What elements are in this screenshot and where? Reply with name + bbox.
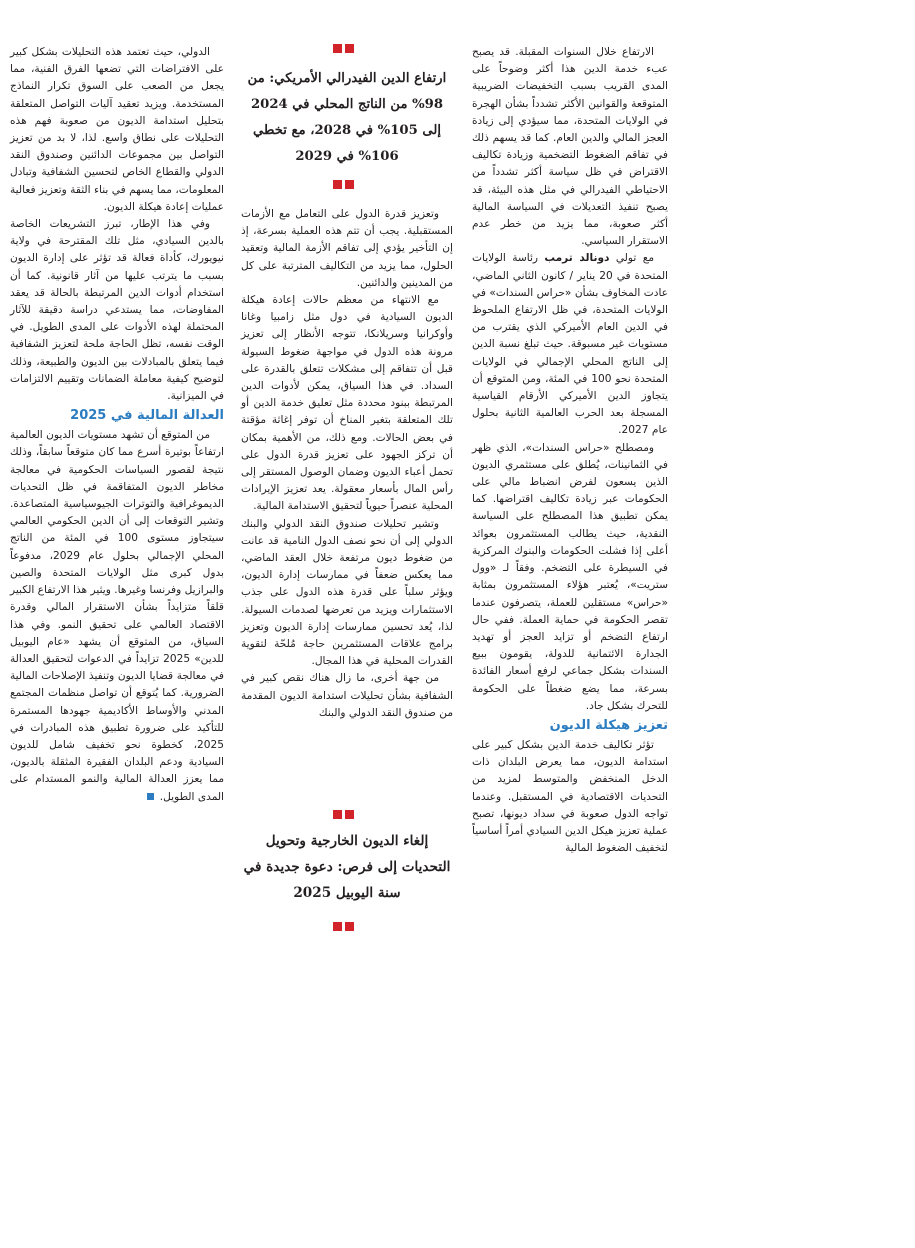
article-column-left: [10, 44, 224, 806]
end-of-article-mark: [147, 793, 154, 800]
paragraph: وفي هذا الإطار، تبرز التشريعات الخاصة بالدين السيادي، مثل تلك المقترحة في ولاية نيويورك، كأداة فعالة قد تؤثر على إدارة الديون بسبب ما يترتب عليها من آثار قانونية. كما أن استخدام أدوات الدين المرتبطة بالحالة قد يعقد المفاوضات، مما يستدعي دراسة دقيقة للآثار المحتملة لهذه الأدوات على المدى الطويل. في الوقت نفسه، تظل الحاجة ملحة لتعزيز الشفافية فيما يتعلق بالمبادلات بين الديون والطبيعة، وذلك لتوضيح كيفية معاملة الضمانات وتقييم الالتزامات في الميزانية.: [10, 218, 224, 403]
section-subheading: العدالة المالية في 2025: [70, 408, 224, 424]
article-column-middle: [241, 206, 453, 722]
article-column-right: [472, 44, 668, 857]
pull-quote-text: ارتفاع الدين الفيدرالي الأمريكي: من 98% من الناتج المحلي في 2024 إلى 105% في 2028، مع تخطي 106% في 2029: [247, 71, 447, 164]
paragraph: الدولي، حيث تعتمد هذه التحليلات بشكل كبير على الافتراضات التي تضعها الفرق الفنية، مما يجعل من الصعب على السوق تكرار النماذج المستخدمة. ويزيد تعقيد آليات التواصل المتعلقة بتحليل استدامة الديون من صعوبة فهم هذه التحليلات على نطاق واسع. لذا، لا بد من تعزيز التواصل بين مجموعات الدائنين وصندوق النقد الدولي والقطاع الخاص لتحسين الشفافية وتبادل المعلومات، مما يسهم في بناء الثقة وتعزيز فعالية عمليات إعادة هيكلة الديون.: [10, 46, 224, 213]
person-name: دونالد ترمب: [544, 252, 610, 265]
pull-quote: [241, 828, 453, 906]
red-square-ornament: [333, 922, 354, 931]
paragraph: وتشير تحليلات صندوق النقد الدولي والبنك الدولي إلى أن نحو نصف الدول النامية قد عانت من ضغوط ديون مرتفعة خلال العقد الماضي، مما يعكس ضعفاً في ممارسات إدارة الديون، ويؤثر سلباً على قدرة هذه الدول على جذب الاستثمارات ويزيد من تعرضها لصدمات السيولة. لذا، يُعد تحسين ممارسات إدارة الديون وتعزيز برامج علاقات المستثمرين حاجة مُلحّة لتقوية القدرات المحلية في هذا المجال.: [241, 517, 453, 668]
pull-quote-text: إلغاء الديون الخارجية وتحويل التحديات إلى فرص: دعوة جديدة في سنة اليوبيل 2025: [243, 833, 451, 901]
text-span: من المتوقع أن تشهد مستويات الديون العالمية ارتفاعاً بوتيرة أسرع مما كان متوقعاً سابقاً، وذلك نتيجة لقصور السياسات الحكومية في معالجة مخاطر الديون المتفاقمة في ظل التحديات الديموغرافية والتوترات الجيوسياسية المتصاعدة. وتشير التوقعات إلى أن الدين الحكومي العالمي سيتجاوز مستوى 100 في المئة من الناتج المحلي الإجمالي بحلول عام 2029، مدفوعاً بدول كبرى مثل الولايات المتحدة والصين والبرازيل وفرنسا وغيرها. ويثير هذا الارتفاع الكبير قلقاً متزايداً بشأن الاستقرار المالي وقدرة الاقتصاد العالمي على تحقيق النمو. وفي هذا السياق، من المتوقع أن يشهد «عام اليوبيل للدين» 2025 تزايداً في الدعوات لتحقيق العدالة في معالجة قضايا الديون وتنفيذ الإصلاحات المالية الضرورية. كما يُتوقع أن تواصل منظمات المجتمع المدني والأوساط الأكاديمية جهودها المستمرة للتأكيد على ضرورة تطبيق هذه المبادرات في 2025، كخطوة نحو تخفيف شامل للديون السيادية ودعم البلدان الفقيرة المثقلة بالديون، مما يعزز العدالة المالية والنمو المستدام على المدى الطويل.: [10, 429, 224, 803]
text-span: رئاسة الولايات المتحدة في 20 يناير / كانون الثاني الماضي، عادت المخاوف بشأن «حراس السندات» في الولايات المتحدة، في ظل الارتفاع الملحوظ في الدين العام الأميركي الذي يقترب من مستويات غير مسبوقة. حيث تبلغ نسبة الدين إلى الناتج المحلي الإجمالي في الولايات المتحدة نحو 100 في المئة، ومن المتوقع أن يتجاوز الدين الأميركي الأرقام القياسية المسجلة بعد الحرب العالمية الثانية بحلول عام 2027.: [472, 252, 669, 437]
paragraph: [10, 427, 224, 805]
red-square-ornament: [333, 180, 354, 189]
paragraph: مع الانتهاء من معظم حالات إعادة هيكلة الديون السيادية في دول مثل زامبيا وغانا وأوكرانيا وسريلانكا، تتوجه الأنظار إلى تعزيز مرونة هذه الدول في مواجهة ضغوط السيولة قبل أن تتفاقم إلى مشكلات تتعلق بالقدرة على السداد. في هذا السياق، يمكن لأدوات الدين المرتبطة ببنود محددة مثل تعليق خدمة الدين أو تلك المتعلقة بتغير المناخ أن توفر إغاثة مؤقتة في بعض الحالات. ومع ذلك، من الأهمية بمكان أن تركز الجهود على تعزيز قدرة الدول على تحمل أعباء الديون وضمان الوصول المستقر إلى رأس المال بأسعار معقولة. يعد تعزيز الإيرادات المحلية عنصراً حيوياً لتحقيق الاستدامة المالية.: [241, 294, 453, 513]
paragraph: من جهة أخرى، ما زال هناك نقص كبير في الشفافية بشأن تحليلات استدامة الديون المقدمة من صندوق النقد الدولي والبنك: [241, 672, 453, 719]
paragraph: تؤثر تكاليف خدمة الدين بشكل كبير على استدامة الديون، مما يعرض البلدان ذات الدخل المنخفض والمتوسط لمزيد من التحديات الاقتصادية في المستقبل. وعندما تواجه الدول صعوبة في سداد ديونها، تصبح عملية تعزيز هيكل الدين السيادي أمراً أساسياً لتخفيف الضغوط المالية: [472, 738, 668, 855]
paragraph: وتعزيز قدرة الدول على التعامل مع الأزمات المستقبلية. يجب أن تتم هذه العملية بسرعة، إذ إن التأخير يؤدي إلى تفاقم الأزمة المالية وتعقيد الحلول، مما يزيد من التكاليف المترتبة على كل من المدينين والدائنين.: [241, 208, 453, 289]
pull-quote: [241, 66, 453, 170]
text-span: مع تولي: [609, 252, 655, 265]
paragraph: ومصطلح «حراس السندات»، الذي ظهر في الثمانينات، يُطلق على مستثمري الديون الذين يسعون لفرض انضباط مالي على الحكومات عبر زيادة تكاليف اقتراضها. كما يمكن تطبيق هذا المصطلح على السياسة النقدية، حيث يطالب المستثمرون بعوائد أعلى إذا فشلت الحكومات والبنوك المركزية في السيطرة على التضخم. وفقاً لـ «وول ستريت»، يُعتبر هؤلاء المستثمرون بمثابة «حراس» مستقلين للعملة، يتصرفون عندما تقصر الحكومة في حماية العملة. ففي حال ارتفاع التضخم أو تزايد العجز أو تهديد الجدارة الائتمانية للدولة، يقومون ببيع السندات بشكل جماعي لرفع أسعار الفائدة بسرعة، مما يضع ضغطاً على الحكومة للتحرك بشكل جاد.: [472, 441, 668, 712]
red-square-ornament: [333, 810, 354, 819]
section-subheading: تعزيز هيكلة الديون: [549, 717, 668, 733]
paragraph: الارتفاع خلال السنوات المقبلة. قد يصبح عبء خدمة الدين هذا أكثر وضوحاً على المدى القريب بسبب التخفيضات الضريبية المتوقعة والقوانين الأكثر تشدداً بشأن الهجرة في الولايات المتحدة، مما سيؤدي إلى زيادة العجز المالي والدين العام. كما قد يسهم ذلك في تفاقم الضغوط التضخمية وزيادة تكاليف الاقتراض في ظل سياسة أكثر تشدداً من الاحتياطي الفيدرالي في مثل هذه البيئة، قد يصبح تنفيذ التعديلات في السياسة المالية أكثر صعوبة، مما يزيد من خطر عدم الاستقرار السياسي.: [472, 46, 668, 248]
red-square-ornament: [333, 44, 354, 53]
paragraph: [472, 250, 668, 439]
